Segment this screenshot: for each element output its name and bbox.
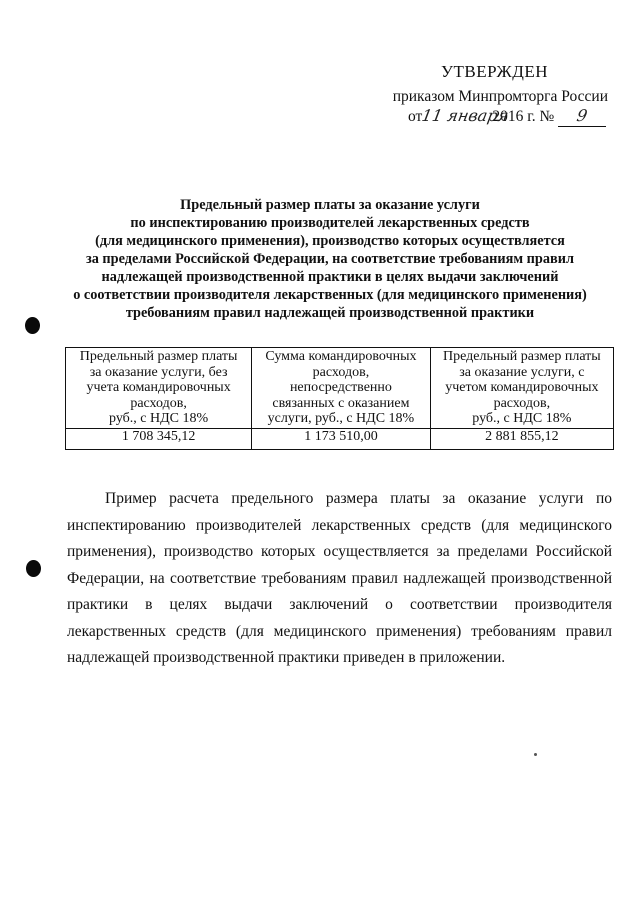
fee-table-values-row [66,428,614,449]
approval-stamp-title: УТВЕРЖДЕН [441,62,548,81]
title-line: надлежащей производственной практики в целях выдачи заключений [101,269,559,285]
document-title [40,196,620,322]
value-travel-expenses: 1 173 510,00 [252,428,431,449]
title-line: (для медицинского применения), производство которых осуществляется [95,233,565,249]
scan-speck [534,753,537,756]
title-line: за пределами Российской Федерации, на соответствие требованиям правил [85,251,575,267]
order-reference: приказом Минпромторга России [392,88,608,105]
title-line: по инспектированию производителей лекарственных средств [130,215,530,231]
order-date-line [408,106,606,127]
value-fee-without-travel: 1 708 345,12 [66,428,252,449]
header-cell-fee-with-travel: Предельный размер платы за оказание услуги, с учетом командировочных расходов, руб., с НДС 18% [430,348,613,429]
punch-hole-mark [26,560,41,577]
handwritten-order-number: 9 [558,106,606,127]
date-prefix: от [408,108,423,125]
value-fee-with-travel: 2 881 855,12 [430,428,613,449]
fee-table-header-row [66,348,614,429]
fee-table [65,347,614,450]
title-line: Предельный размер платы за оказание услуги [180,197,480,213]
date-year: 2016 г. № [492,108,555,125]
header-cell-fee-without-travel: Предельный размер платы за оказание услуги, без учета командировочных расходов, руб., с НДС 18% [66,348,252,429]
example-note-paragraph: Пример расчета предельного размера платы за оказание услуги по инспектированию производителей лекарственных средств (для медицинского применения), производство которых осуществляется за пределами Российской Федерации, на соответствие требованиям правил надлежащей производственной практики в целях выдачи заключений о соответствии производителя лекарственных средств (для медицинского применения) требованиям правил надлежащей производственной практики приведен в приложении. [67,490,612,666]
punch-hole-mark [25,317,40,334]
title-line: требованиям правил надлежащей производственной практики [125,305,535,321]
title-line: о соответствии производителя лекарственных (для медицинского применения) [73,287,587,303]
header-cell-travel-expenses: Сумма командировочных расходов, непосредственно связанных с оказанием услуги, руб., с НДС 18% [252,348,431,429]
handwritten-date: 11 января [420,106,511,125]
